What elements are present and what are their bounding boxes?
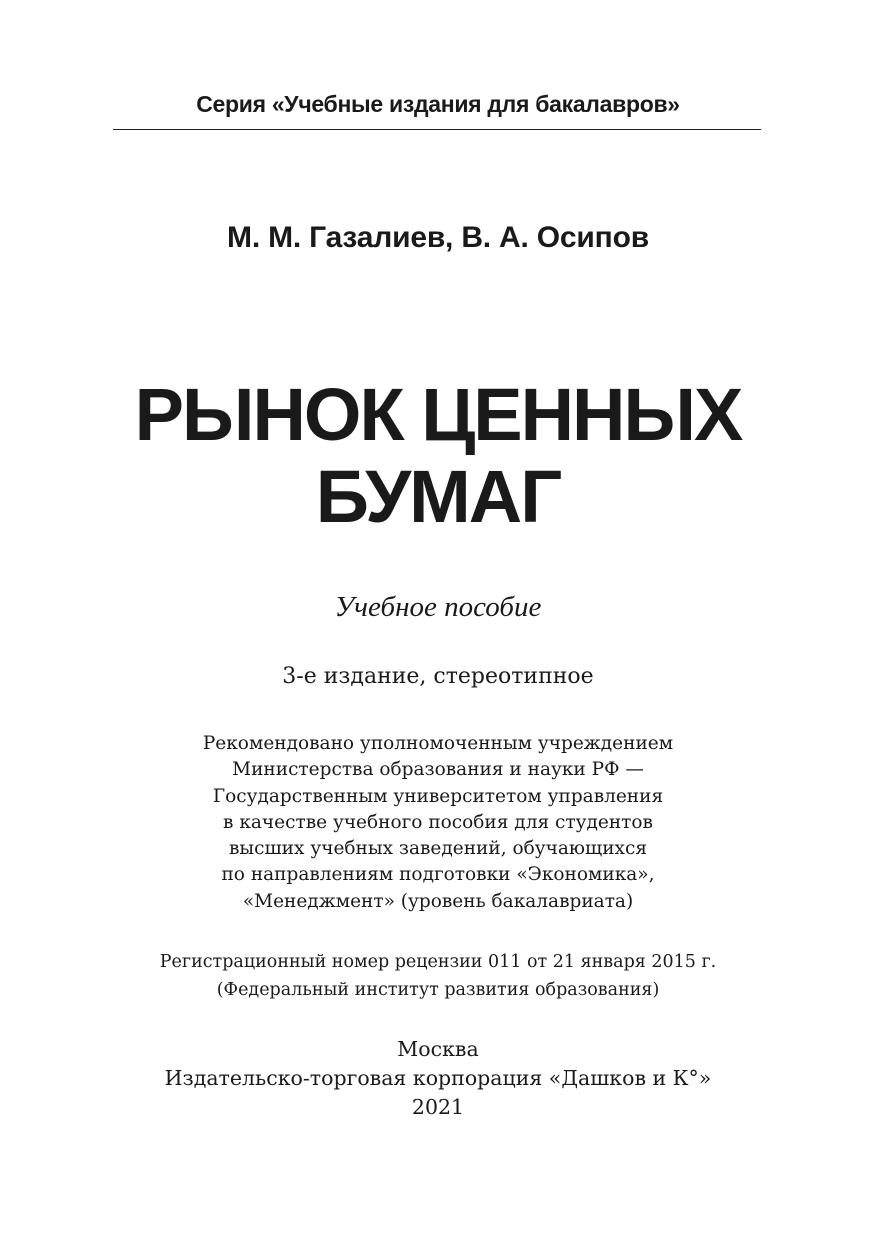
recommendation-line: Рекомендовано уполномоченным учреждением xyxy=(202,733,674,754)
recommendation-line: в качестве учебного пособия для студентов xyxy=(223,811,653,833)
imprint-publisher: Издательско-торговая корпорация «Дашков и К°» xyxy=(164,1066,712,1090)
recommendation-line: высших учебных заведений, обучающихся xyxy=(228,838,647,860)
recommendation-block xyxy=(0,731,876,915)
recommendation-line: Государственным университетом управления xyxy=(212,785,664,807)
imprint-city: Москва xyxy=(397,1037,479,1061)
book-title-line-1: РЫНОК ЦЕННЫХ xyxy=(134,373,742,456)
book-subtitle: Учебное пособие xyxy=(334,591,542,623)
recommendation-line: Министерства образования и науки РФ — xyxy=(232,759,644,781)
series-name: Серия «Учебные издания для бакалавров» xyxy=(196,91,680,117)
registration-block xyxy=(0,948,876,1004)
registration-line: Регистрационный номер рецензии 011 от 21 января 2015 г. xyxy=(159,952,717,972)
imprint-year: 2021 xyxy=(411,1095,465,1119)
book-title-line-2: БУМАГ xyxy=(315,455,561,538)
recommendation-line: по направлениям подготовки «Экономика», xyxy=(221,864,655,886)
imprint-block xyxy=(0,1035,876,1122)
authors: М. М. Газалиев, В. А. Осипов xyxy=(227,221,649,254)
book-title xyxy=(0,374,876,538)
series-divider xyxy=(113,129,761,130)
recommendation-line: «Менеджмент» (уровень бакалавриата) xyxy=(242,890,634,912)
edition-info: 3-е издание, стереотипное xyxy=(282,664,594,689)
registration-line: (Федеральный институт развития образования) xyxy=(216,980,660,1000)
